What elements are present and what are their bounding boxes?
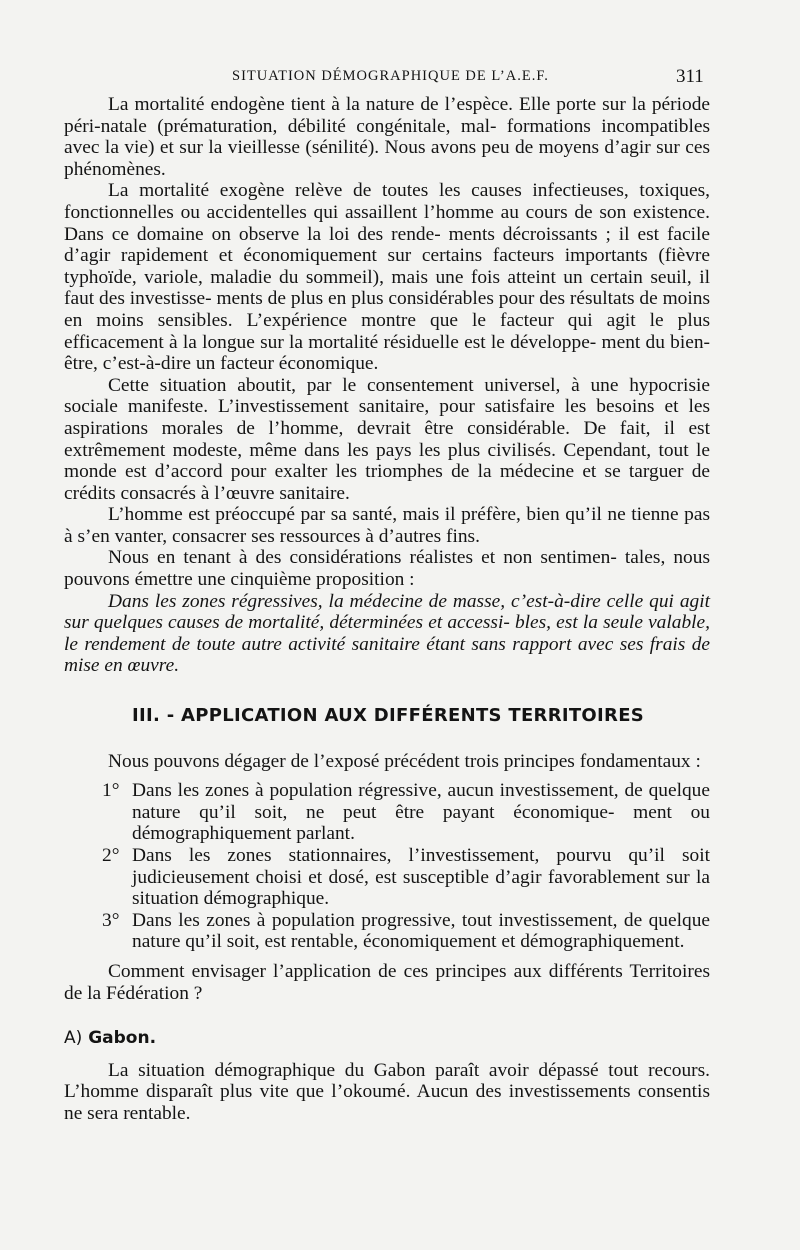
subsection-heading [64, 1028, 710, 1050]
paragraph-application-question: Comment envisager l’application de ces principes aux différents Territoires de la Fédération ? [64, 960, 710, 1004]
principle-text: Dans les zones à population progressive, tout investissement, de quelque nature qu’il soit, est rentable, économiquement et démographiquement. [132, 909, 710, 953]
paragraph-health-preoccupation: L’homme est préoccupé par sa santé, mais il préfère, bien qu’il ne tienne pas à s’en vanter, consacrer ses ressources à d’autres fins. [64, 504, 710, 547]
principle-number: 3° [102, 909, 120, 931]
paragraph-fifth-proposition: Dans les zones régressives, la médecine de masse, c’est-à-dire celle qui agit sur quelques causes de mortalité, déterminées et accessi- bles, est la seule valable, le rendement de toute autre activité sanitaire étant sans rapport avec ses frais de mise en œuvre. [64, 590, 710, 677]
running-head [0, 66, 800, 90]
paragraph-fifth-proposition-intro: Nous en tenant à des considérations réalistes et non sentimen- tales, nous pouvons émettre une cinquième proposition : [64, 547, 710, 591]
principle-item [64, 910, 710, 953]
principle-item [64, 780, 710, 845]
body-text [64, 94, 710, 1125]
page-number: 311 [676, 66, 704, 87]
paragraph-principles-intro: Nous pouvons dégager de l’exposé précédent trois principes fondamentaux : [108, 750, 701, 772]
principle-number: 2° [102, 845, 120, 866]
subsection-title: Gabon. [88, 1028, 157, 1049]
section-heading: III. - APPLICATION AUX DIFFÉRENTS TERRITOIRES [132, 705, 645, 727]
principle-text: Dans les zones stationnaires, l’investissement, pourvu qu’il soit judicieusement choisi et dosé, est susceptible d’agir favorablement sur la situation démographique. [132, 845, 710, 910]
paragraph-gabon: La situation démographique du Gabon paraît avoir dépassé tout recours. L’homme disparaît plus vite que l’okoumé. Aucun des investissements consentis ne sera rentable. [64, 1059, 710, 1124]
principle-text: Dans les zones à population régressive, aucun investissement, de quelque nature qu’il soit, ne peut être payant économique- ment ou démographiquement parlant. [132, 780, 710, 845]
running-title: SITUATION DÉMOGRAPHIQUE DE L’A.E.F. [232, 68, 549, 84]
subsection-letter: A) [64, 1028, 83, 1049]
principle-item [64, 845, 710, 910]
paragraph-endogenous-mortality: La mortalité endogène tient à la nature de l’espèce. Elle porte sur la période péri-natale (prématuration, débilité congénitale, mal- formations incompatibles avec la vie) et sur la vieillesse (sénilité). Nous avons peu de moyens d’agir sur ces phénomènes. [64, 94, 710, 180]
paragraph-social-hypocrisy: Cette situation aboutit, par le consentement universel, à une hypocrisie sociale manifeste. L’investissement sanitaire, pour satisfaire les besoins et les aspirations morales de l’homme, devrait être considérable. De fait, il est extrêmement modeste, même dans les pays les plus civilisés. Cependant, tout le monde est d’accord pour exalter les triomphes de la médecine et se targuer de crédits consacrés à l’œuvre sanitaire. [64, 374, 710, 504]
principle-number: 1° [102, 780, 120, 802]
paragraph-exogenous-mortality: La mortalité exogène relève de toutes les causes infectieuses, toxiques, fonctionnelles ou accidentelles qui assaillent l’homme au cours de son existence. Dans ce domaine on observe la loi des rende- ments décroissants ; il est facile d’agir rapidement et économiquement sur certains facteurs importants (fièvre typhoïde, variole, maladie du sommeil), mais une fois atteint un certain seuil, il faut des investisse- ments de plus en plus considérables pour des résultats de moins en moins sensibles. L’expérience montre que le facteur qui agit le plus efficacement à la longue sur la mortalité résiduelle est le développe- ment du bien-être, c’est-à-dire un facteur économique. [64, 180, 710, 375]
